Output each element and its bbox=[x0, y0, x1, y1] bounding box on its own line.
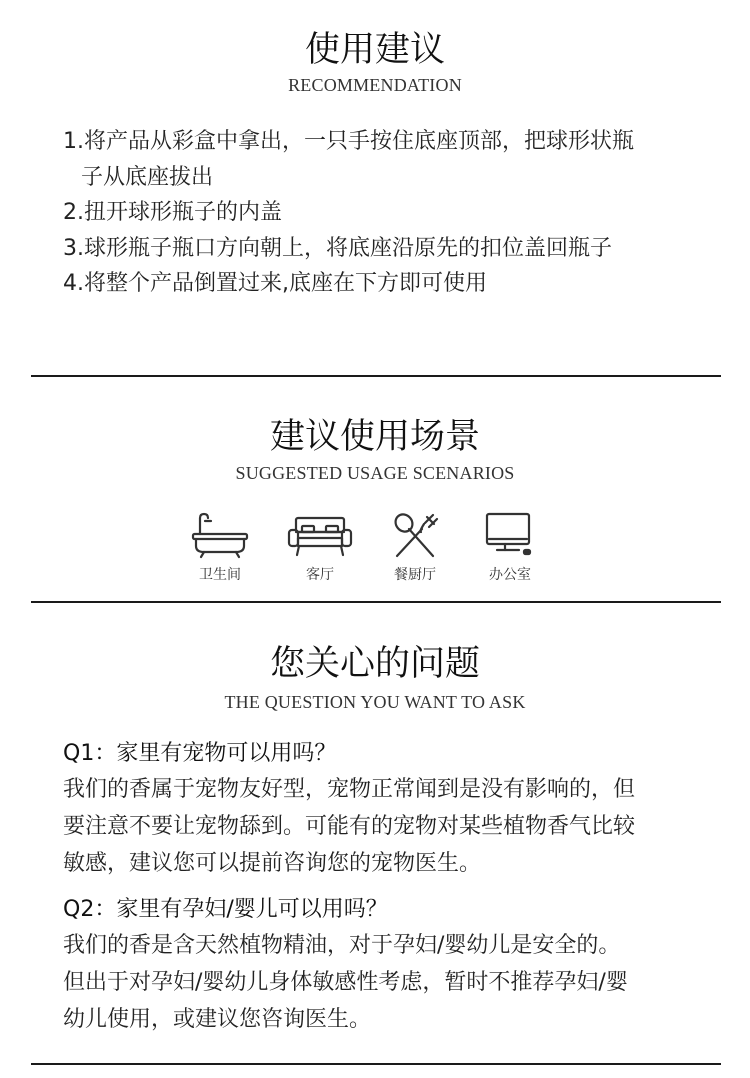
scenario-list bbox=[150, 512, 600, 592]
fork-spoon-icon bbox=[389, 512, 441, 560]
scenario-label-office: 办公室 bbox=[489, 567, 531, 583]
divider-2 bbox=[31, 601, 721, 603]
scenario-item-office bbox=[465, 512, 555, 584]
recommendation-title: 使用建议 bbox=[304, 30, 445, 70]
recommendation-subtitle: RECOMMENDATION bbox=[288, 75, 462, 95]
step-2: 2.扭开球形瓶子的内盖 bbox=[63, 200, 282, 225]
faq-answer-1-line-3: 敏感，建议您可以提前咨询您的宠物医生。 bbox=[63, 851, 482, 876]
recommendation-steps bbox=[63, 124, 703, 302]
computer-icon bbox=[480, 512, 540, 560]
faq-answer-1 bbox=[63, 771, 703, 882]
faq-answer-1-line-2: 要注意不要让宠物舔到。可能有的宠物对某些植物香气比较 bbox=[63, 814, 636, 839]
faq-question-2: Q2：家里有孕妇/婴儿可以用吗？ bbox=[63, 897, 388, 922]
faq-answer-2 bbox=[63, 927, 703, 1038]
faq-answer-2-line-1: 我们的香是含天然植物精油，对于孕妇/婴幼儿是安全的。 bbox=[63, 933, 621, 958]
step-1-line-2: 子从底座拔出 bbox=[81, 164, 214, 190]
divider-1 bbox=[31, 375, 721, 377]
step-1-line-1: 1.将产品从彩盒中拿出，一只手按住底座顶部，把球形状瓶 bbox=[63, 129, 634, 154]
faq-subtitle: THE QUESTION YOU WANT TO ASK bbox=[224, 692, 526, 712]
scenario-label-bathroom: 卫生间 bbox=[199, 567, 241, 583]
sofa-icon bbox=[287, 512, 353, 560]
divider-3 bbox=[31, 1063, 721, 1065]
scenario-label-living-room: 客厅 bbox=[306, 567, 334, 583]
scenario-item-dining bbox=[370, 512, 460, 584]
faq-title: 您关心的问题 bbox=[269, 644, 480, 684]
scenario-item-living-room bbox=[275, 512, 365, 584]
scenario-item-bathroom bbox=[175, 512, 265, 584]
scenarios-subtitle: SUGGESTED USAGE SCENARIOS bbox=[235, 463, 515, 483]
faq-answer-2-line-2: 但出于对孕妇/婴幼儿身体敏感性考虑，暂时不推荐孕妇/婴 bbox=[63, 970, 628, 995]
faq-item-2 bbox=[63, 895, 703, 1038]
faq-answer-1-line-1: 我们的香属于宠物友好型，宠物正常闻到是没有影响的，但 bbox=[63, 777, 636, 802]
faq-answer-2-line-3: 幼儿使用，或建议您咨询医生。 bbox=[63, 1007, 372, 1032]
step-4: 4.将整个产品倒置过来,底座在下方即可使用 bbox=[63, 271, 487, 296]
scenario-label-dining: 餐厨厅 bbox=[394, 567, 436, 583]
step-3: 3.球形瓶子瓶口方向朝上，将底座沿原先的扣位盖回瓶子 bbox=[63, 235, 612, 261]
faq-question-1: Q1：家里有宠物可以用吗？ bbox=[63, 741, 337, 766]
faq-item-1 bbox=[63, 739, 703, 882]
bathtub-icon bbox=[190, 512, 250, 560]
scenarios-title: 建议使用场景 bbox=[269, 417, 480, 457]
